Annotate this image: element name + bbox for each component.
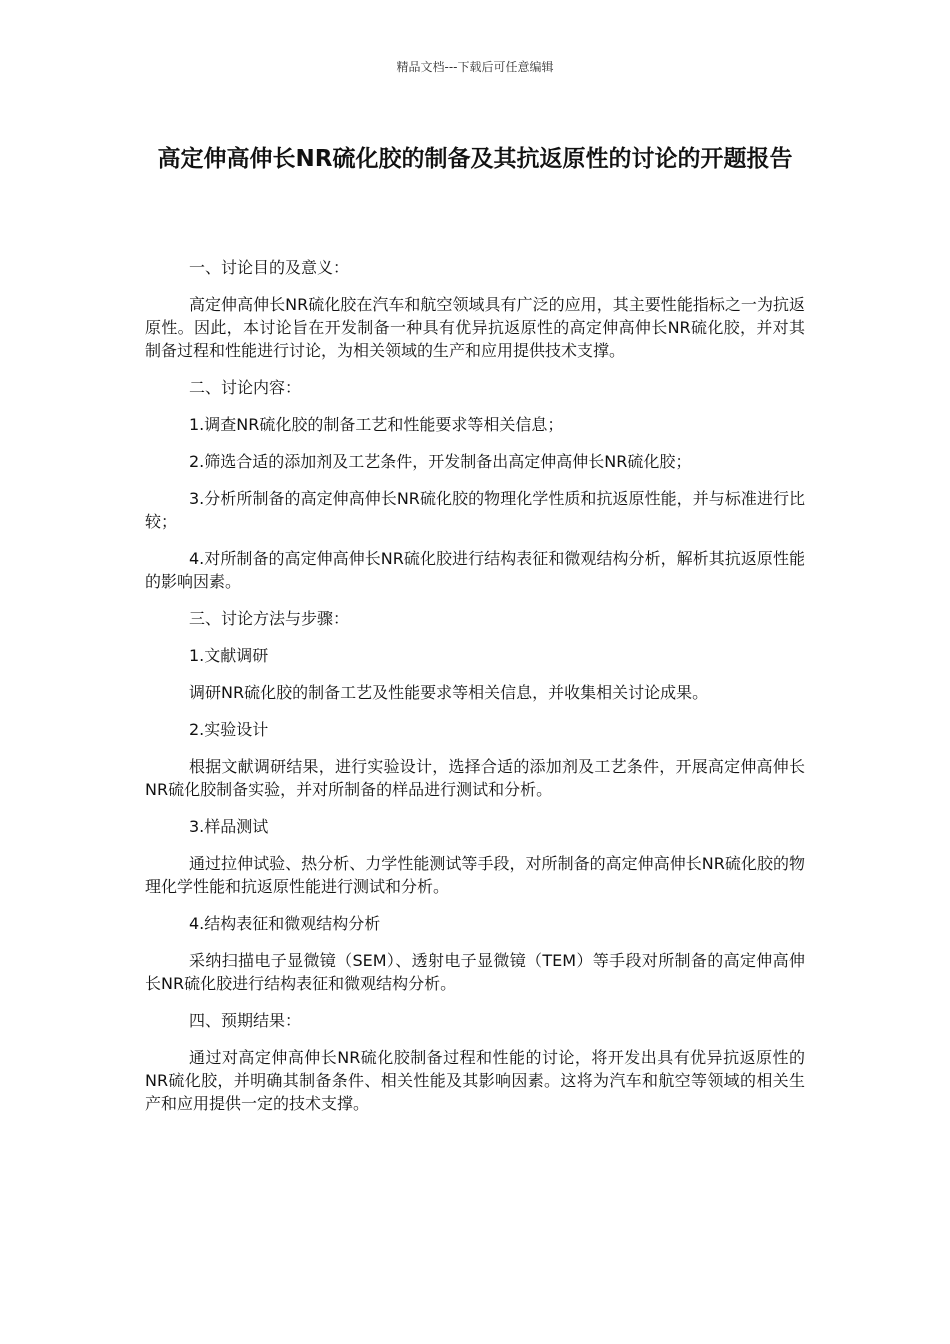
paragraph-results: 通过对高定伸高伸长NR硫化胶制备过程和性能的讨论，将开发出具有优异抗返原性的NR硫化胶，并明确其制备条件、相关性能及其影响因素。这将为汽车和航空等领域的相关生产和应用提供一定的技术支撑。 (145, 1048, 805, 1113)
section-heading-results: 四、预期结果： (189, 1011, 302, 1030)
content-item-4: 4.对所制备的高定伸高伸长NR硫化胶进行结构表征和微观结构分析，解析其抗返原性能的影响因素。 (145, 549, 805, 591)
content-item-1: 1.调查NR硫化胶的制备工艺和性能要求等相关信息； (189, 415, 564, 434)
method-text-4: 采纳扫描电子显微镜（SEM）、透射电子显微镜（TEM）等手段对所制备的高定伸高伸长NR硫化胶进行结构表征和微观结构分析。 (145, 951, 805, 993)
method-heading-3: 3.样品测试 (189, 817, 269, 836)
method-heading-2: 2.实验设计 (189, 720, 269, 739)
content-item-2: 2.筛选合适的添加剂及工艺条件，开发制备出高定伸高伸长NR硫化胶； (189, 452, 692, 471)
section-heading-purpose: 一、讨论目的及意义： (189, 258, 350, 277)
method-heading-1: 1.文献调研 (189, 646, 269, 665)
paragraph-purpose: 高定伸高伸长NR硫化胶在汽车和航空领域具有广泛的应用，其主要性能指标之一为抗返原性。因此，本讨论旨在开发制备一种具有优异抗返原性的高定伸高伸长NR硫化胶，并对其制备过程和性能进行讨论，为相关领域的生产和应用提供技术支撑。 (145, 295, 805, 360)
document-title: 高定伸高伸长NR硫化胶的制备及其抗返原性的讨论的开题报告 (157, 146, 793, 172)
header-note: 精品文档---下载后可任意编辑 (396, 60, 554, 74)
document-body (145, 256, 805, 1129)
content-item-3: 3.分析所制备的高定伸高伸长NR硫化胶的物理化学性质和抗返原性能，并与标准进行比较； (145, 489, 805, 531)
method-text-1: 调研NR硫化胶的制备工艺及性能要求等相关信息，并收集相关讨论成果。 (189, 683, 709, 702)
section-heading-content: 二、讨论内容： (189, 378, 302, 397)
section-heading-methods: 三、讨论方法与步骤： (189, 609, 350, 628)
method-text-3: 通过拉伸试验、热分析、力学性能测试等手段，对所制备的高定伸高伸长NR硫化胶的物理化学性能和抗返原性能进行测试和分析。 (145, 854, 805, 896)
method-heading-4: 4.结构表征和微观结构分析 (189, 914, 381, 933)
method-text-2: 根据文献调研结果，进行实验设计，选择合适的添加剂及工艺条件，开展高定伸高伸长NR硫化胶制备实验，并对所制备的样品进行测试和分析。 (145, 757, 805, 799)
